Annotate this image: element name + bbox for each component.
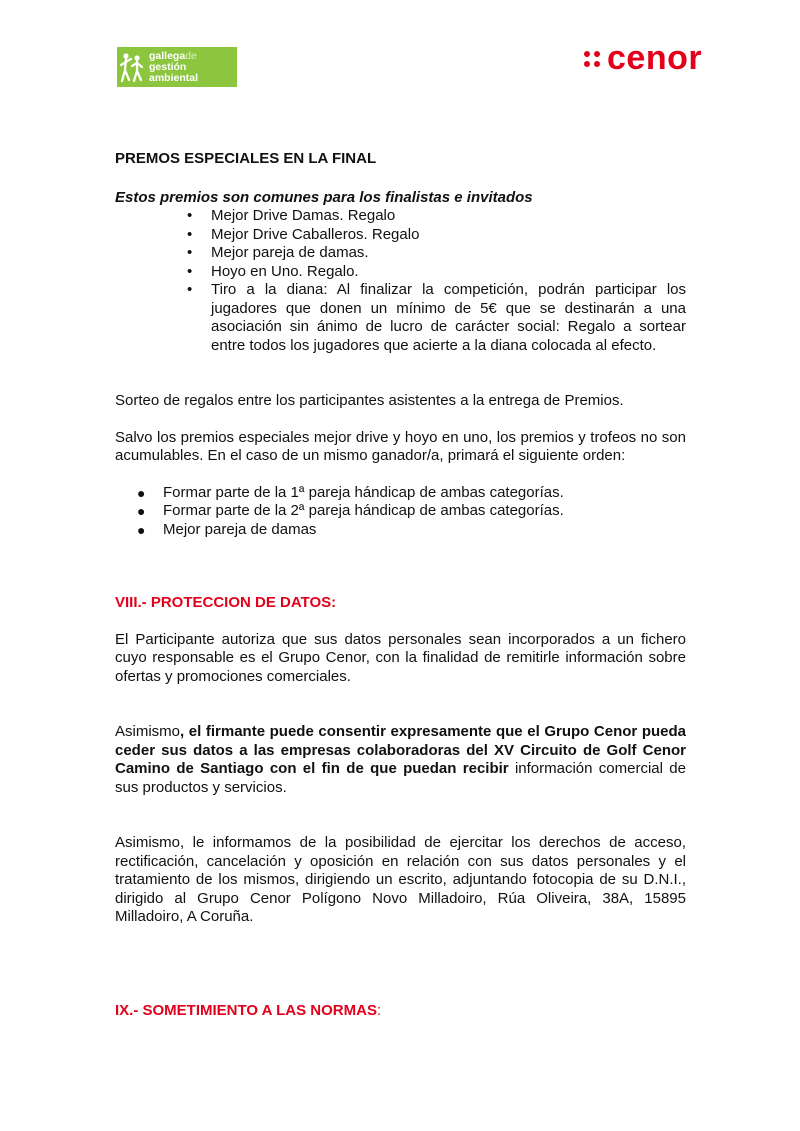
list-item: • Mejor Drive Caballeros. Regalo bbox=[187, 225, 420, 243]
cenor-logo bbox=[582, 40, 702, 76]
data-protection-title: VIII.- PROTECCION DE DATOS: bbox=[115, 594, 337, 611]
cenor-wordmark: cenor bbox=[607, 39, 703, 77]
rules-title: IX.- SOMETIMIENTO A LAS NORMAS: bbox=[115, 1001, 382, 1019]
golfers-icon bbox=[117, 47, 147, 87]
logo-wordmark: gallegade gestión ambiental bbox=[149, 49, 199, 84]
priority-order-list bbox=[115, 484, 686, 540]
page-header bbox=[0, 0, 800, 110]
list-item: ● Formar parte de la 2ª pareja hándicap de ambas categorías. bbox=[137, 502, 564, 519]
prizes-title: PREMOS ESPECIALES EN LA FINAL bbox=[115, 150, 377, 167]
list-item: • Mejor pareja de damas. bbox=[187, 244, 369, 261]
non-cumulative-paragraph: Salvo los premios especiales mejor drive y hoyo en uno, los premios y trofeos no son acumulables. En el caso de un mismo ganador/a, primará el siguiente orden: bbox=[115, 428, 686, 464]
dots-icon bbox=[582, 45, 604, 71]
list-item: ● Mejor pareja de damas bbox=[137, 520, 317, 538]
list-item: • Tiro a la diana: Al finalizar la competición, podrán participar los jugadores que donen un mínimo de 5€ que se destinarán a una asociación sin ánimo de lucro de carácter social: Regalo a sortear entre todos los jugadores que acierte a la diana colocada al efecto. bbox=[187, 281, 686, 354]
document-body bbox=[115, 150, 686, 1020]
data-protection-paragraph-1: El Participante autoriza que sus datos personales sean incorporados a un fichero cuyo responsable es el Grupo Cenor, con la finalidad de remitirle información sobre ofertas y promociones comerciales. bbox=[115, 630, 686, 685]
data-protection-paragraph-3: Asimismo, le informamos de la posibilidad de ejercitar los derechos de acceso, rectificación, cancelación y oposición en relación con sus datos personales y el tratamiento de los mismos, dirigiendo un escrito, adjuntando fotocopia de su D.N.I., dirigido al Grupo Cenor Polígono Novo Milladoiro, Rúa Oliveira, 38A, 15895 Milladoiro, A Coruña. bbox=[115, 834, 686, 925]
prizes-list bbox=[115, 207, 686, 355]
prizes-subtitle: Estos premios son comunes para los finalistas e invitados bbox=[115, 188, 533, 206]
list-item: • Hoyo en Uno. Regalo. bbox=[187, 262, 359, 280]
data-protection-paragraph-2: Asimismo, el firmante puede consentir expresamente que el Grupo Cenor pueda ceder sus datos a las empresas colaboradoras del XV Circuito de Golf Cenor Camino de Santiago con el fin de que puedan recibir información comercial de sus productos y servicios. bbox=[115, 723, 686, 796]
raffle-paragraph: Sorteo de regalos entre los participantes asistentes a la entrega de Premios. bbox=[115, 392, 624, 409]
list-item: ● Formar parte de la 1ª pareja hándicap de ambas categorías. bbox=[137, 483, 564, 501]
list-item: • Mejor Drive Damas. Regalo bbox=[187, 207, 396, 224]
gallega-gestion-ambiental-logo bbox=[117, 47, 237, 87]
